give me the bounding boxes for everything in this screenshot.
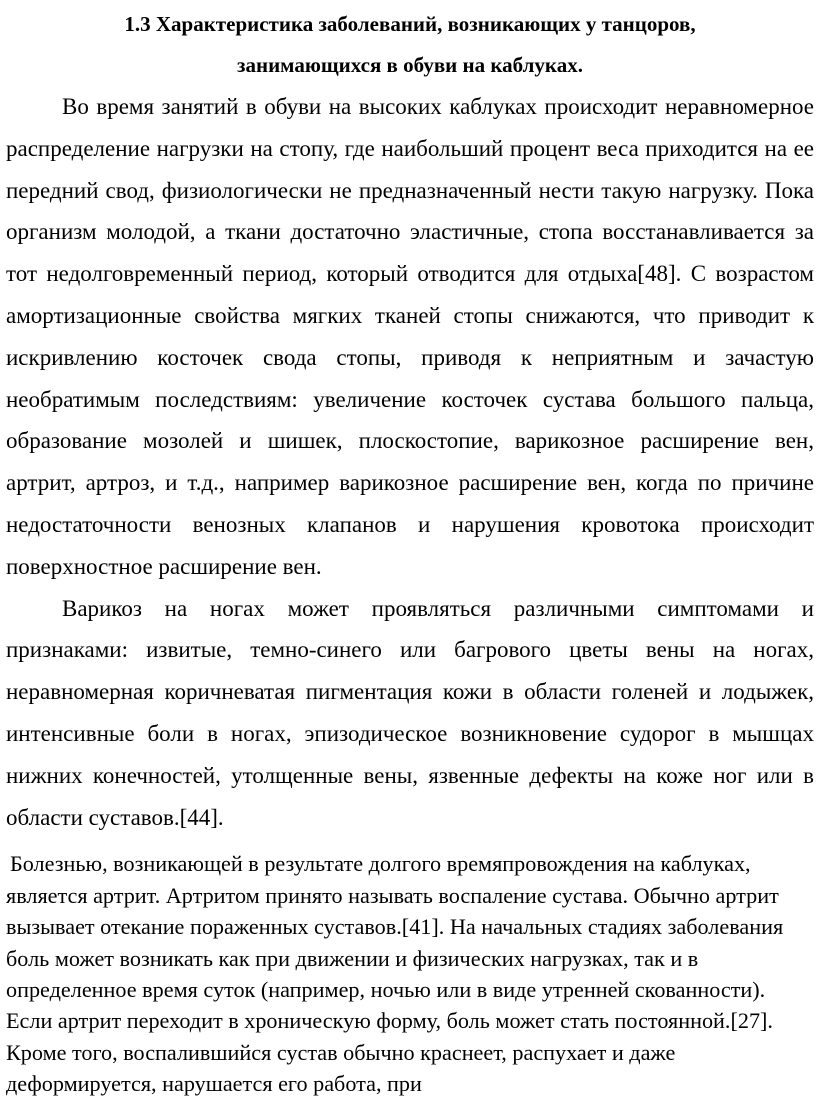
paragraph-2: Варикоз на ногах может проявляться различными симптомами и признаками: извитые, темно-синего или багрового цветы вены на ногах, неравномерная коричневатая пигментация кожи в области голеней и лодыжек, интенсивные боли в ногах, эпизодическое возникновение судорог в мышцах нижних конечностей, утолщенные вены, язвенные дефекты на коже ног или в области суставов.[44]. [6, 595, 814, 830]
paragraph-3: Болезнью, возникающей в результате долгого времяпровождения на каблуках, является артрит. Артритом принято называть воспаление сустава. Обычно артрит вызывает отекание пораженных суставов.[41]. На начальных стадиях заболевания боль может возникать как при движении и физических нагрузках, так и в определенное время суток (например, ночью или в виде утренней скованности). Если артрит переходит в хроническую форму, боль может стать постоянной.[27]. Кроме того, воспалившийся сустав обычно краснеет, распухает и даже деформируется, нарушается его работа, при [6, 851, 784, 1097]
section-heading [6, 0, 814, 86]
heading-line-2: занимающихся в обуви на каблуках. [237, 53, 583, 77]
document-page [6, 0, 814, 1100]
paragraph-1: Во время занятий в обуви на высоких каблуках происходит неравномерное распределение нагрузки на стопу, где наибольший процент веса приходится на ее передний свод, физиологически не предназначенный нести такую нагрузку. Пока организм молодой, а ткани достаточно эластичные, стопа восстанавливается за тот недолговременный период, который отводится для отдыха[48]. С возрастом амортизационные свойства мягких тканей стопы снижаются, что приводит к искривлению косточек свода стопы, приводя к неприятным и зачастую необратимым последствиям: увеличение косточек сустава большого пальца, образование мозолей и шишек, плоскостопие, варикозное расширение вен, артрит, артроз, и т.д., например варикозное расширение вен, когда по причине недостаточности венозных клапанов и нарушения кровотока происходит поверхностное расширение вен. [6, 94, 814, 579]
heading-line-1: 1.3 Характеристика заболеваний, возникающих у танцоров, [124, 12, 696, 36]
